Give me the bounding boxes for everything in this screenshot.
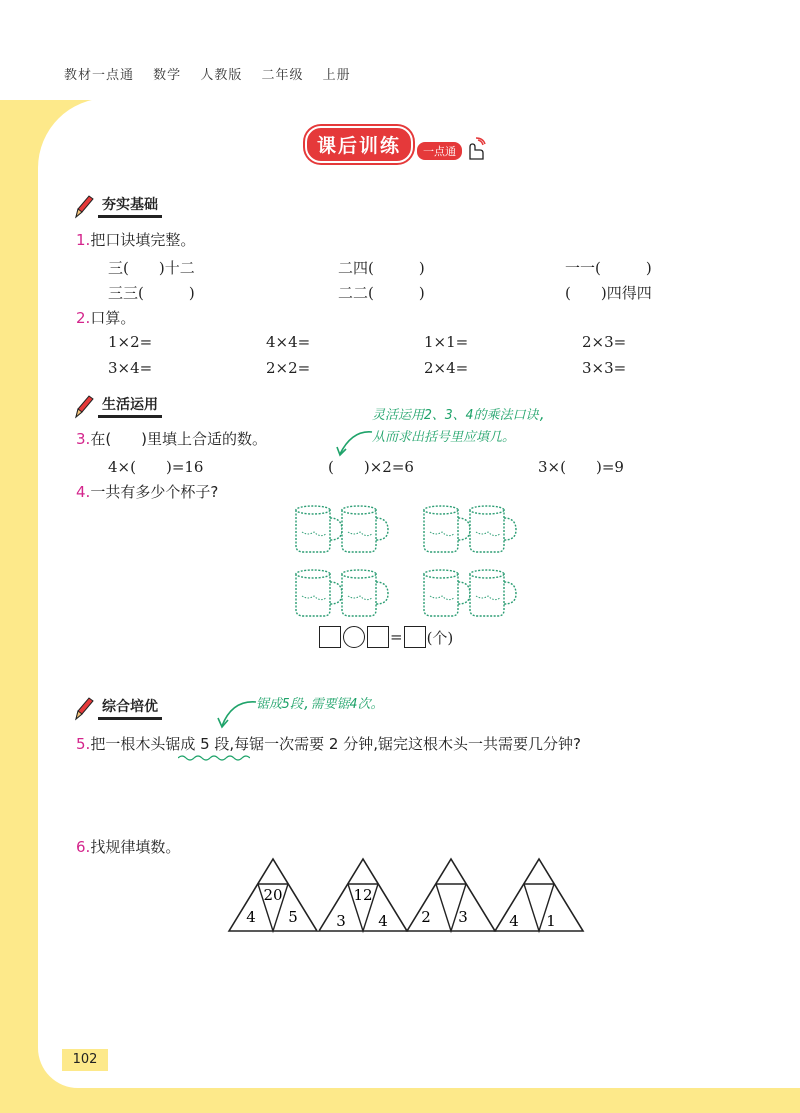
section-head-advanced: [72, 695, 162, 721]
header-subject: 数学: [153, 68, 182, 83]
q2-cell: 2×4=: [424, 359, 469, 377]
q1-cell: ( )四得四: [565, 284, 652, 302]
svg-text:4: 4: [378, 912, 388, 930]
svg-text:4: 4: [509, 912, 519, 930]
question-text: 找规律填数。: [90, 838, 181, 856]
question-text: 把一根木头锯成 5 段,每锯一次需要 2 分钟,锯完这根木头一共需要几分钟?: [90, 735, 581, 753]
triangle-puzzle: [229, 859, 317, 931]
pencil-icon: [72, 695, 94, 721]
question-6: [76, 836, 180, 857]
question-text: 把口诀填完整。: [90, 231, 196, 249]
title-badge: [305, 128, 486, 160]
question-text: 在( )里填上合适的数。: [90, 430, 268, 448]
q2-cell: 1×2=: [108, 333, 153, 351]
header-grade: 二年级: [261, 68, 304, 83]
pointing-hand-icon: [464, 137, 486, 161]
q4-formula: [318, 626, 453, 648]
question-5: [76, 733, 581, 754]
svg-text:12: 12: [353, 886, 373, 904]
question-3: [76, 428, 267, 449]
question-2: [76, 307, 135, 328]
teacher-note: 灵活运用2、3、4的乘法口诀,: [372, 408, 547, 423]
svg-text:3: 3: [336, 912, 346, 930]
operator-circle[interactable]: [343, 626, 365, 648]
q2-cell: 2×2=: [266, 359, 311, 377]
note-arrow-icon: [334, 428, 374, 458]
question-number: 6.: [76, 838, 91, 856]
answer-box[interactable]: [404, 626, 426, 648]
section-label: 生活运用: [98, 394, 162, 418]
q1-cell: 一一( ): [565, 259, 652, 277]
header-series: 教材一点通: [64, 68, 135, 83]
question-number: 2.: [76, 309, 91, 327]
question-text: 一共有多少个杯子?: [90, 483, 219, 501]
page-number: 102: [62, 1049, 108, 1071]
svg-text:2: 2: [421, 908, 431, 926]
section-label: 夯实基础: [98, 194, 162, 218]
question-1: [76, 229, 195, 250]
triangle-puzzle: [495, 859, 583, 931]
page-top-band: [0, 0, 800, 100]
triangle-puzzles: [226, 856, 588, 934]
q1-cell: 三三( ): [108, 284, 195, 302]
svg-text:4: 4: [246, 908, 256, 926]
note-arrow-icon: [210, 696, 260, 730]
svg-text:1: 1: [546, 912, 556, 930]
pencil-icon: [72, 393, 94, 419]
triangle-puzzle: [407, 859, 495, 931]
question-text: 口算。: [90, 309, 136, 327]
q1-cell: 三( )十二: [108, 259, 195, 277]
svg-text:5: 5: [288, 908, 298, 926]
q2-cell: 3×4=: [108, 359, 153, 377]
question-4: [76, 481, 218, 502]
unit-label: (个): [426, 628, 454, 647]
header-volume: 上册: [322, 68, 351, 83]
q2-cell: 3×3=: [582, 359, 627, 377]
q3-cell: 3×( )=9: [538, 458, 624, 476]
q2-cell: 1×1=: [424, 333, 469, 351]
equals-sign: =: [390, 628, 403, 646]
teacher-note: 锯成5段,需要锯4次。: [256, 697, 384, 712]
q3-cell: 4×( )=16: [108, 458, 204, 476]
q2-cell: 2×3=: [582, 333, 627, 351]
q1-cell: 二四( ): [338, 259, 425, 277]
question-number: 1.: [76, 231, 91, 249]
teacher-note: 从而求出括号里应填几。: [372, 430, 516, 445]
question-number: 3.: [76, 430, 91, 448]
section-label: 综合培优: [98, 696, 162, 720]
question-number: 4.: [76, 483, 91, 501]
section-head-basics: [72, 193, 162, 219]
book-header: [64, 64, 365, 83]
answer-box[interactable]: [319, 626, 341, 648]
wavy-underline: [178, 754, 250, 762]
page-title: 课后训练: [305, 126, 413, 163]
pencil-icon: [72, 193, 94, 219]
answer-box[interactable]: [367, 626, 389, 648]
question-number: 5.: [76, 735, 91, 753]
page-subtitle: 一点通: [417, 142, 462, 160]
section-head-application: [72, 393, 162, 419]
svg-text:3: 3: [458, 908, 468, 926]
triangle-puzzle: [319, 859, 407, 931]
q1-cell: 二二( ): [338, 284, 425, 302]
q2-cell: 4×4=: [266, 333, 311, 351]
svg-text:20: 20: [263, 886, 283, 904]
header-edition: 人教版: [200, 68, 243, 83]
q3-cell: ( )×2=6: [328, 458, 414, 476]
cups-illustration: [288, 500, 518, 624]
